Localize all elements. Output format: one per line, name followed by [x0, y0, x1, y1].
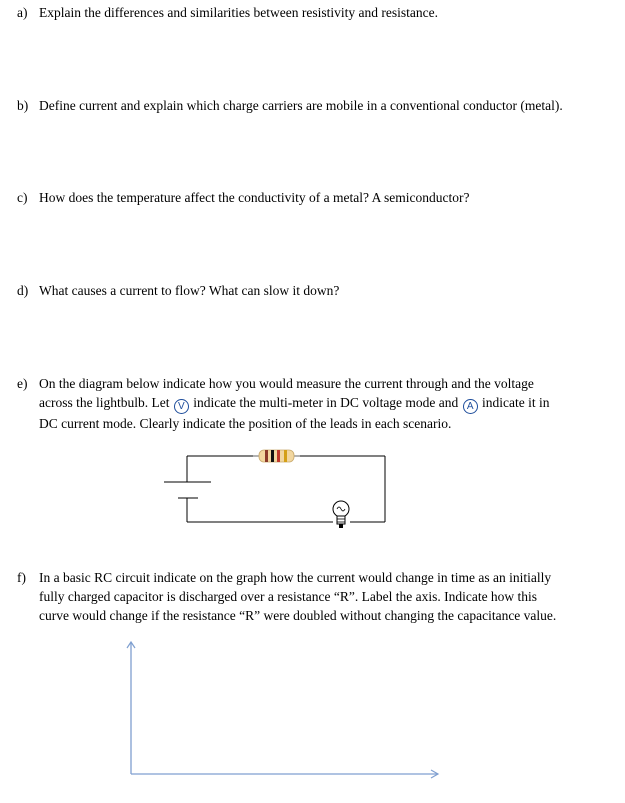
- question-e-label: e): [17, 376, 28, 391]
- question-b-text: Define current and explain which charge carriers are mobile in a conventional conductor (metal).: [39, 98, 563, 113]
- question-e-line2a: across the lightbulb. Let: [39, 395, 170, 410]
- question-e-line2c: indicate it in: [482, 395, 550, 410]
- question-f-line3: curve would change if the resistance “R” were doubled without changing the capacitance value.: [39, 608, 557, 623]
- question-c-label: c): [17, 190, 28, 205]
- voltmeter-symbol-icon: V: [174, 399, 189, 414]
- question-a-label: a): [17, 5, 28, 20]
- question-b-label: b): [17, 98, 29, 113]
- question-d-text: What causes a current to flow? What can slow it down?: [39, 283, 340, 298]
- question-e-line2b: indicate the multi-meter in DC voltage mode and: [193, 395, 459, 410]
- question-e-line1: On the diagram below indicate how you would measure the current through and the voltage: [39, 376, 534, 391]
- ammeter-symbol-icon: A: [463, 399, 478, 414]
- question-d-label: d): [17, 283, 29, 298]
- question-f-line2: fully charged capacitor is discharged over a resistance “R”. Label the axis. Indicate how this: [39, 589, 538, 604]
- question-c-text: How does the temperature affect the conductivity of a metal? A semiconductor?: [39, 190, 470, 205]
- question-f-label: f): [17, 570, 26, 585]
- question-f-line1: In a basic RC circuit indicate on the graph how the current would change in time as an initially: [39, 570, 552, 585]
- question-a-text: Explain the differences and similarities between resistivity and resistance.: [39, 5, 438, 20]
- question-e-line3: DC current mode. Clearly indicate the position of the leads in each scenario.: [39, 416, 452, 431]
